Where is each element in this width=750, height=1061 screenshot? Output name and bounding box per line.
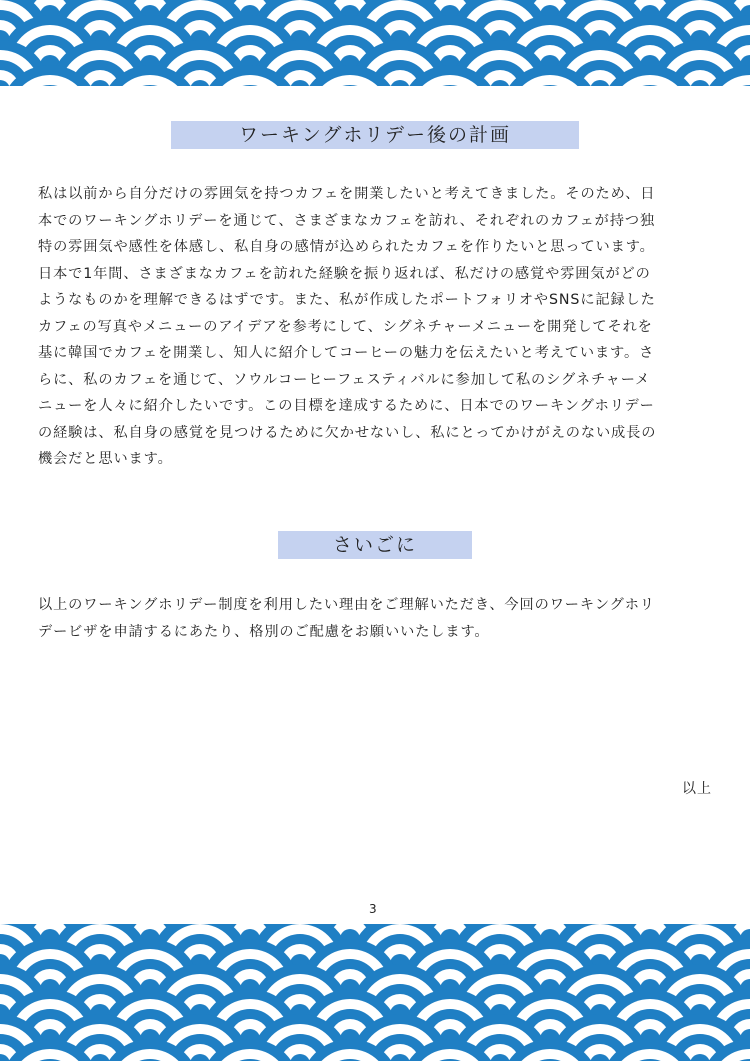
paragraph-line: デービザを申請するにあたり、格別のご配慮をお願いいたします。 <box>38 623 490 640</box>
paragraph-line: カフェの写真やメニューのアイデアを参考にして、シグネチャーメニューを開発してそれを <box>38 318 653 335</box>
closing-paragraph <box>38 592 718 645</box>
seigaiha-wave-header <box>0 0 750 86</box>
paragraph-line: ようなものかを理解できるはずです。また、私が作成したポートフォリオやSNSに記録した <box>38 292 656 308</box>
closing-mark: 以上 <box>682 781 712 797</box>
paragraph-line: 日本で1年間、さまざまなカフェを訪れた経験を振り返れば、私だけの感覚や雰囲気がどの <box>38 265 651 282</box>
paragraph-line: 以上のワーキングホリデー制度を利用したい理由をご理解いただき、今回のワーキングホリ <box>38 597 655 613</box>
paragraph-line: らに、私のカフェを通じて、ソウルコーヒーフェスティバルに参加して私のシグネチャーメ <box>38 371 651 388</box>
paragraph-line: 私は以前から自分だけの雰囲気を持つカフェを開業したいと考えてきました。そのため、日 <box>38 186 656 202</box>
page-number: 3 <box>369 902 377 916</box>
paragraph-line: 基に韓国でカフェを開業し、知人に紹介してコーヒーの魅力を伝えたいと考えています。さ <box>38 345 655 361</box>
paragraph-line: 機会だと思います。 <box>38 451 173 467</box>
section-heading-plan: ワーキングホリデー後の計画 <box>171 121 579 149</box>
paragraph-line: 本でのワーキングホリデーを通じて、さまざまなカフェを訪れ、それぞれのカフェが持つ独 <box>38 212 656 229</box>
paragraph-line: ニューを人々に紹介したいです。この目標を達成するために、日本でのワーキングホリデー <box>38 398 655 414</box>
paragraph-line: 特の雰囲気や感性を体感し、私自身の感情が込められたカフェを作りたいと思っています。 <box>38 239 655 255</box>
paragraph-line: の経験は、私自身の感覚を見つけるために欠かせないし、私にとってかけがえのない成長の <box>38 424 657 441</box>
plan-paragraph <box>38 181 718 473</box>
section-heading-closing: さいごに <box>278 531 472 559</box>
seigaiha-wave-footer <box>0 924 750 1061</box>
